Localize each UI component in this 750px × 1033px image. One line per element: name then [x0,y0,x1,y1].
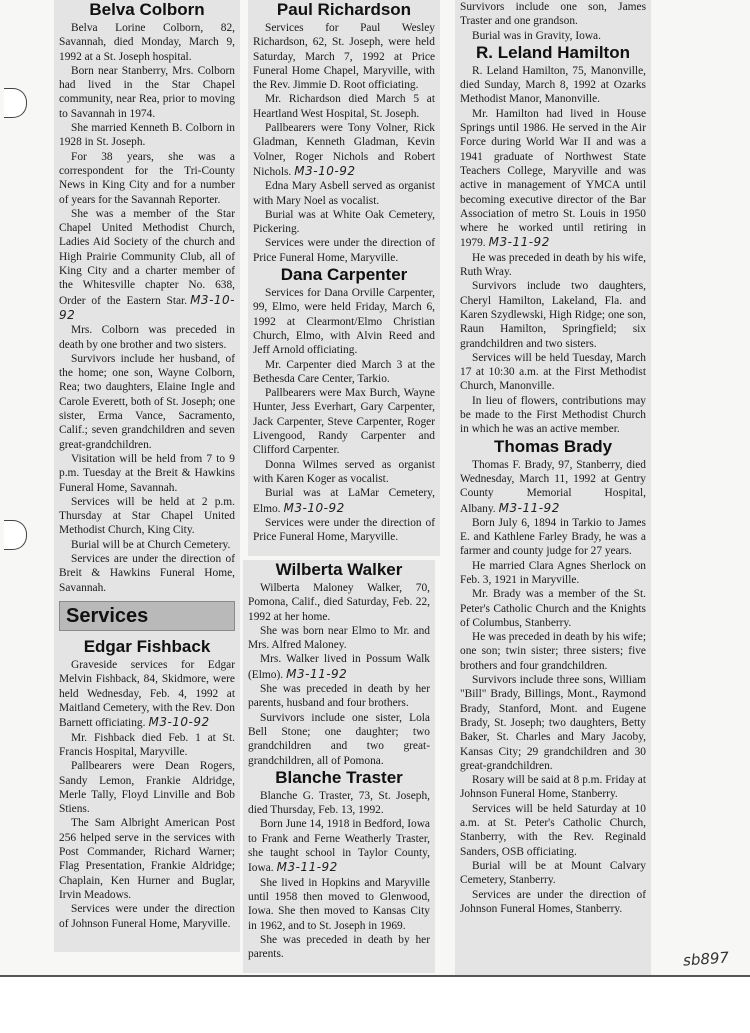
paragraph-text: Blanche G. Traster, 73, St. Joseph, died Thursday, Feb. 13, 1992. [248,789,430,817]
obituary-edgar-fishback [59,601,235,931]
handwritten-date-note: M3-10-92 [148,715,210,730]
obituary-paragraph [59,352,235,452]
page-bottom-edge [0,975,750,977]
obituary-headline: Blanche Traster [275,767,403,787]
obituary-paragraph [248,711,430,768]
obituary-paragraph [248,817,430,875]
handwritten-date-note: M3-10-92 [283,500,345,515]
paragraph-text: Services will be held at 2 p.m. Thursday at Star Chapel United Methodist Church, King City. [59,495,235,537]
paragraph-text: Services for Paul Wesley Richardson, 62, St. Joseph, were held Saturday, March 7, 1992 at Price Funeral Home Chapel, Maryville, with the Rev. Jimmie D. Root officiating. [253,22,435,92]
paragraph-text: Born July 6, 1894 in Tarkio to James E. and Kathlene Farley Brady, he was a farmer and county judge for 27 years. [460,516,646,558]
obituary-paragraph [59,759,235,816]
obituary-paragraph [59,816,235,902]
obituary-paragraph [59,658,235,730]
obituary-paragraph [59,452,235,495]
paragraph-text: The Sam Albright American Post 256 helped serve in the services with Post Commander, Richard Warner; Flag Presentation, Frankie Aldridge; Chaplain, Ken Hurner and Buglar, Irvin Meadows. [59,817,235,901]
obituary-paragraph [248,876,430,933]
section-label: Services [59,601,235,631]
obituary-paragraph [59,495,235,538]
paragraph-text: Services were under the direction of Price Funeral Home, Maryville. [253,237,435,264]
obituary-thomas-brady [460,437,646,917]
paragraph-text: Survivors include her husband, of the home; one son, Wayne Colborn, Rea; two daughters, Elaine Ingle and Carole Everett, both of St. Joseph; one sister, Erma Vance, Sacramento, Calif.; seven grandchildren and seven great-grandchildren. [59,352,235,451]
obituary-paragraph [460,394,646,437]
obituary-paragraph [460,29,646,43]
obituary-paragraph [59,323,235,352]
obituary-paragraph [460,107,646,251]
obituary-paragraph [248,682,430,711]
paragraph-text: Edna Mary Asbell served as organist with Mary Noel as vocalist. [253,180,435,207]
paragraph-text: Services will be held Tuesday, March 17 at 10:30 a.m. at the First Methodist Church, Manonville. [460,351,646,393]
paragraph-text: Mrs. Colborn was preceded in death by one brother and two sisters. [59,324,235,351]
paragraph-text: Survivors include three sons, William "Bill" Brady, Billings, Mont., Raymond Brady, Stanford, Mont. and Eugene Brady, St. Joseph; two daughters, Betty Baker, St. Charles and Mary Jacoby, Kansas City; 29 grandchildren and 30 great-grandchildren. [460,674,646,772]
obituary-headline: R. Leland Hamilton [476,42,630,62]
obituary-paragraph [59,21,235,64]
obituary-headline: Paul Richardson [276,0,412,19]
obituary-paragraph [253,386,435,457]
paragraph-text: Services for Dana Orville Carpenter, 99, Elmo, were held Friday, March 6, 1992 at Clearmont/Elmo Christian Church, Elmo, with Alvin Reed and Jeff Arnold officiating. [253,287,435,357]
obituary-belva-colborn [59,0,235,595]
obituary-paragraph [460,802,646,859]
obituary-paragraph [253,21,435,92]
obituary-paragraph [253,121,435,179]
paragraph-text: Visitation will be held from 7 to 9 p.m. Tuesday at the Breit & Hawkins Funeral Home, Savannah. [59,452,235,494]
obituary-paragraph [253,516,435,545]
paragraph-text: Thomas F. Brady, 97, Stanberry, died Wednesday, March 11, 1992 at Gentry County Memorial Hospital, Albany. [460,458,646,515]
obituary-r-leland-hamilton [460,43,646,437]
obituary-paragraph [59,150,235,207]
obituary-headline: Wilberta Walker [275,560,403,579]
paragraph-text: Burial will be at Mount Calvary Cemetery, Stanberry. [460,859,646,887]
paragraph-text: Born June 14, 1918 in Bedford, Iowa to Frank and Ferne Weatherly Traster, she taught school in Taylor County, Iowa. [248,818,430,875]
obituary-headline: Thomas Brady [493,436,613,456]
paragraph-text: Belva Lorine Colborn, 82, Savannah, died Monday, March 9, 1992 at a St. Joseph hospital. [59,22,235,63]
paragraph-text: Services were under the direction of Johnson Funeral Home, Maryville. [59,903,235,930]
obituary-paragraph [460,773,646,802]
obituary-paragraph [59,902,235,931]
paragraph-text: Born near Stanberry, Mrs. Colborn had lived in the Star Chapel community, near Rea, prior to moving to Savannah in 1974. [59,64,235,120]
obituary-paragraph [248,652,430,682]
obituary-dana-carpenter [253,265,435,544]
paragraph-text: Wilberta Maloney Walker, 70, Pomona, Calif., died Saturday, Feb. 22, 1992 at her home. [248,582,430,623]
obituary-paragraph [253,179,435,208]
paragraph-text: She lived in Hopkins and Maryville until 1958 then moved to Glenwood, Iowa. She then moved to Kansas City in 1962, and to St. Joseph in 1969. [248,876,430,932]
handwritten-date-note: M3-11-92 [286,666,348,681]
paragraph-text: Services are under the direction of Johnson Funeral Homes, Stanberry. [460,888,646,915]
paragraph-text: Pallbearers were Max Burch, Wayne Hunter, Jess Everhart, Gary Carpenter, Jack Carpenter, Steve Carpenter, Roger Livengood, Randy Carpenter and Clifford Carpenter. [253,387,435,457]
obituary-paragraph [460,279,646,350]
paragraph-text: He married Clara Agnes Sherlock on Feb. 3, 1921 in Maryville. [460,559,646,586]
obituary-paragraph [253,236,435,265]
paragraph-text: He was preceded in death by his wife; one son; twin sister; three sisters; five brothers and four grandchildren. [460,631,646,672]
obituary-paragraph [253,458,435,487]
paragraph-text: For 38 years, she was a correspondent for the Tri-County News in King City and for a number of years for the Savannah Reporter. [59,150,235,206]
handwritten-date-note: M3-10-92 [294,163,356,178]
obituary-paragraph [460,673,646,773]
obituary-paragraph [253,208,435,237]
obituary-paragraph [59,207,235,323]
obituary-paragraph [460,458,646,516]
paragraph-text: Donna Wilmes served as organist with Karen Koger as vocalist. [253,458,435,485]
paragraph-text: Survivors include one sister, Lola Bell Stone; one daughter; two grandchildren and two great-grandchildren, all of Pomona. [248,711,430,767]
paragraph-text: Services will be held Saturday at 10 a.m. at St. Peter's Catholic Church, Stanberry, with the Rev. Reginald Sanders, OSB officiating. [460,802,646,858]
paragraph-text: Services are under the direction of Breit & Hawkins Funeral Home, Savannah. [59,552,235,594]
handwritten-date-note: M3-11-92 [488,235,550,250]
obituary-paragraph [460,0,646,29]
obituary-paragraph [253,286,435,357]
obituary-paragraph [248,933,430,962]
paragraph-text: He was preceded in death by his wife, Ruth Wray. [460,251,646,279]
paragraph-text: Mr. Hamilton had lived in House Springs until 1986. He served in the Air Force during World War II and was a 1941 graduate of Northwest State Teachers College, Maryville and was active in management of YMCA until becoming executive director of the Bar Association of metro St. Louis in 1950 where he worked until retiring in 1979. [460,107,646,250]
obituary-paragraph [253,92,435,121]
paragraph-text: Mr. Brady was a member of the St. Peter's Catholic Church and the Knights of Columbus, Stanberry. [460,588,646,629]
clipping-column-3 [455,0,651,975]
handwritten-date-note: M3-11-92 [276,860,338,875]
handwritten-date-note: M3-11-92 [498,500,560,515]
obituary-paragraph [248,789,430,818]
paragraph-text: She was preceded in death by her parents, husband and four brothers. [248,683,430,710]
clipping-column-1 [54,0,240,952]
obituary-paul-richardson [253,0,435,265]
clipping-column-2b [243,560,435,973]
paragraph-text: Mr. Richardson died March 5 at Heartland West Hospital, St. Joseph. [253,93,435,120]
paragraph-text: R. Leland Hamilton, 75, Manonville, died Sunday, March 8, 1992 at Ozarks Methodist Manor, Manonville. [460,64,646,106]
clipping-column-2a [248,0,440,556]
paragraph-text: Survivors include one son, James Traster and one grandson. [460,1,646,28]
obituary-paragraph [460,251,646,280]
obituary-wilberta-walker [248,560,430,768]
paragraph-text: Burial will be at Church Cemetery. [71,538,231,551]
paragraph-text: Survivors include two daughters, Cheryl Hamilton, Lakeland, Fla. and Karen Szydlewski, High Ridge; one son, Raun Hamilton, Springfield; six grandchildren and two sisters. [460,280,646,350]
paragraph-text: She married Kenneth B. Colborn in 1928 in St. Joseph. [59,122,235,149]
obituary-paragraph [460,64,646,107]
paragraph-text: Burial was at LaMar Cemetery, Elmo. [253,487,435,515]
paragraph-text: Graveside services for Edgar Melvin Fishback, 84, Skidmore, were held Wednesday, Feb. 4, 1992 at Maitland Cemetery, with the Rev. Don Barnett officiating. [59,659,235,730]
obituary-paragraph [253,486,435,516]
obituary-paragraph [460,587,646,630]
obituary-paragraph [248,624,430,653]
obituary-paragraph [253,358,435,387]
obituary-paragraph [460,888,646,917]
obituary-headline: Edgar Fishback [83,637,211,657]
obituary-blanche-traster [248,768,430,962]
paragraph-text: Mrs. Walker lived in Possum Walk (Elmo). [248,653,430,681]
obituary-paragraph [59,731,235,760]
paragraph-text: Burial was in Gravity, Iowa. [472,29,601,42]
handwritten-date-note: M3-10-92 [59,292,235,322]
obituary-paragraph [59,538,235,552]
paragraph-text: In lieu of flowers, contributions may be made to the First Methodist Church in which he was an active member. [460,394,646,436]
obituary-headline: Dana Carpenter [280,265,408,285]
obituary-paragraph [59,552,235,595]
obituary-paragraph [460,516,646,559]
paragraph-text: She was a member of the Star Chapel United Methodist Church, Ladies Aid Society of the church and High Prairie Community Club, all of King City and a charter member of the Whitesville chapter No. 638, Order of the Eastern Star. [59,207,235,307]
paragraph-text: Services were under the direction of Price Funeral Home, Maryville. [253,516,435,544]
paragraph-text: Mr. Fishback died Feb. 1 at St. Francis Hospital, Maryville. [59,731,235,758]
obituary-paragraph [460,351,646,394]
obituary-paragraph [460,630,646,673]
catalog-number-note: sb897 [682,948,730,970]
paragraph-text: Pallbearers were Tony Volner, Rick Gladman, Kenneth Gladman, Kevin Volner, Roger Nichols and Robert Nichols. [253,122,435,178]
obituary-continued [460,0,646,43]
paragraph-text: Pallbearers were Dean Rogers, Sandy Lemon, Frankie Aldridge, Merle Tally, Floyd Linville and Bob Stiens. [59,760,235,816]
obituary-paragraph [59,121,235,150]
obituary-headline: Belva Colborn [89,0,205,19]
obituary-paragraph [460,559,646,588]
paragraph-text: She was preceded in death by her parents. [248,933,430,961]
obituary-paragraph [248,581,430,624]
paragraph-text: Rosary will be said at 8 p.m. Friday at Johnson Funeral Home, Stanberry. [460,774,646,801]
paragraph-text: She was born near Elmo to Mr. and Mrs. Alfred Maloney. [248,624,430,652]
paragraph-text: Burial was at White Oak Cemetery, Pickering. [253,208,435,236]
paragraph-text: Mr. Carpenter died March 3 at the Bethesda Care Center, Tarkio. [253,358,435,385]
obituary-paragraph [59,64,235,121]
obituary-paragraph [460,859,646,888]
